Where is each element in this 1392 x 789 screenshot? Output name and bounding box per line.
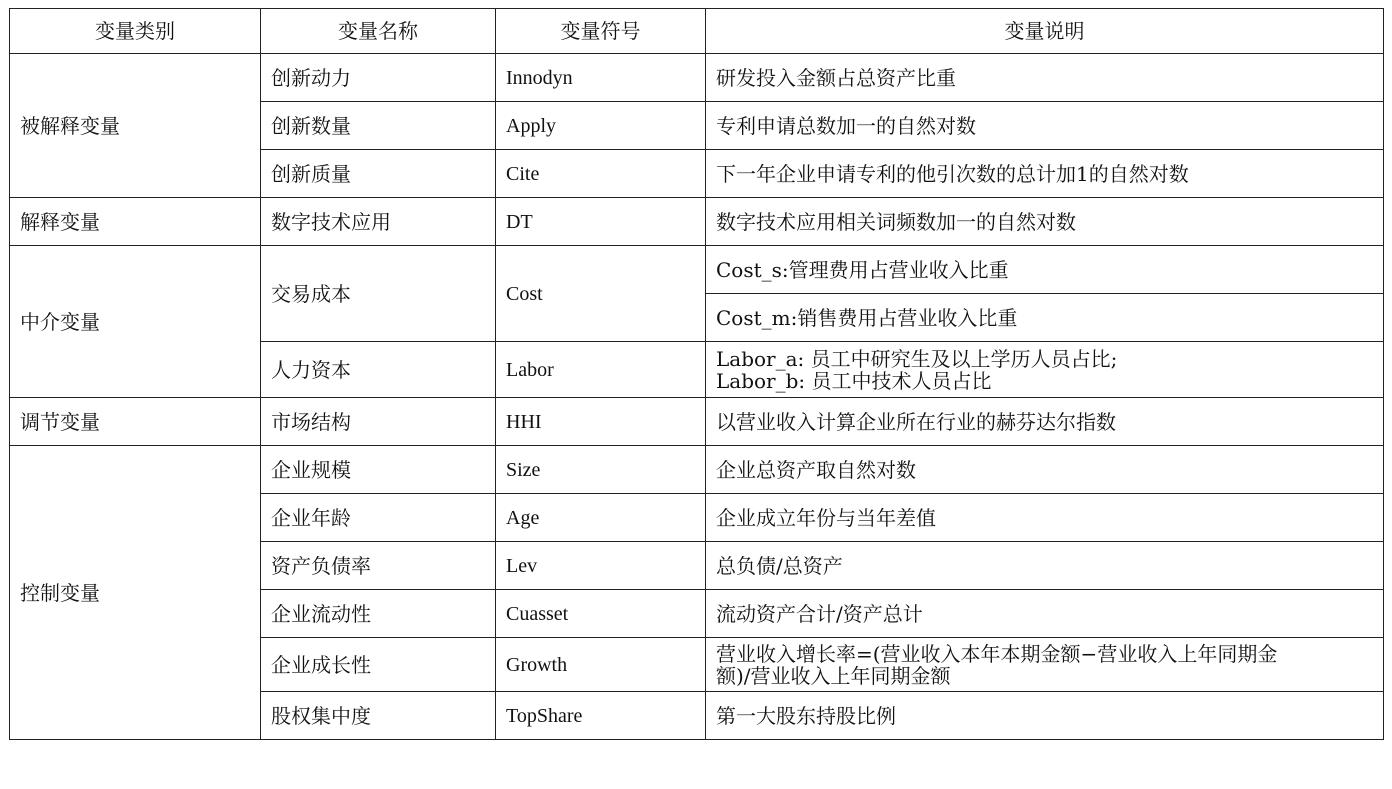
var-desc: 下一年企业申请专利的他引次数的总计加1的自然对数 <box>706 150 1384 198</box>
var-desc: 第一大股东持股比例 <box>706 692 1384 740</box>
var-symbol: Cite <box>496 150 706 198</box>
var-name: 交易成本 <box>261 246 496 342</box>
var-symbol: DT <box>496 198 706 246</box>
category-explained: 被解释变量 <box>10 54 261 198</box>
var-desc: 以营业收入计算企业所在行业的赫芬达尔指数 <box>706 398 1384 446</box>
var-desc-line-2: Labor_b: 员工中技术人员占比 <box>716 368 992 393</box>
var-desc-line-2: 额)/营业收入上年同期金额 <box>716 663 951 688</box>
var-symbol: Age <box>496 494 706 542</box>
header-name: 变量名称 <box>261 9 496 54</box>
var-desc: 流动资产合计/资产总计 <box>706 590 1384 638</box>
var-desc-line-1: 营业收入增长率=(营业收入本年本期金额−营业收入上年同期金 <box>716 641 1278 666</box>
category-explanatory: 解释变量 <box>10 198 261 246</box>
var-name: 企业规模 <box>261 446 496 494</box>
header-description: 变量说明 <box>706 9 1384 54</box>
table-row <box>10 198 1384 246</box>
var-name: 创新质量 <box>261 150 496 198</box>
table-row <box>10 446 1384 494</box>
var-name: 资产负债率 <box>261 542 496 590</box>
var-desc: 企业成立年份与当年差值 <box>706 494 1384 542</box>
var-name: 股权集中度 <box>261 692 496 740</box>
var-name: 人力资本 <box>261 342 496 398</box>
category-moderating: 调节变量 <box>10 398 261 446</box>
header-symbol: 变量符号 <box>496 9 706 54</box>
table-row <box>10 398 1384 446</box>
var-symbol: HHI <box>496 398 706 446</box>
var-symbol: Growth <box>496 638 706 692</box>
var-symbol: Labor <box>496 342 706 398</box>
var-symbol: Apply <box>496 102 706 150</box>
var-symbol: Size <box>496 446 706 494</box>
var-desc: 总负债/总资产 <box>706 542 1384 590</box>
var-name: 企业流动性 <box>261 590 496 638</box>
variable-definition-table <box>9 8 1384 740</box>
table-row <box>10 246 1384 294</box>
var-desc: 研发投入金额占总资产比重 <box>706 54 1384 102</box>
var-symbol: Innodyn <box>496 54 706 102</box>
var-name: 市场结构 <box>261 398 496 446</box>
var-symbol: Lev <box>496 542 706 590</box>
table-row <box>10 54 1384 102</box>
var-desc-secondary: Cost_m:销售费用占营业收入比重 <box>706 294 1384 342</box>
var-desc-line-1: Labor_a: 员工中研究生及以上学历人员占比; <box>716 346 1118 371</box>
var-symbol: Cost <box>496 246 706 342</box>
var-symbol: Cuasset <box>496 590 706 638</box>
var-desc: 专利申请总数加一的自然对数 <box>706 102 1384 150</box>
var-desc: 数字技术应用相关词频数加一的自然对数 <box>706 198 1384 246</box>
var-name: 企业成长性 <box>261 638 496 692</box>
var-desc <box>706 638 1384 692</box>
var-name: 创新数量 <box>261 102 496 150</box>
var-symbol: TopShare <box>496 692 706 740</box>
header-category: 变量类别 <box>10 9 261 54</box>
var-desc <box>706 342 1384 398</box>
var-name: 企业年龄 <box>261 494 496 542</box>
var-name: 创新动力 <box>261 54 496 102</box>
header-row <box>10 9 1384 54</box>
category-mediating: 中介变量 <box>10 246 261 398</box>
var-name: 数字技术应用 <box>261 198 496 246</box>
var-desc: Cost_s:管理费用占营业收入比重 <box>706 246 1384 294</box>
category-control: 控制变量 <box>10 446 261 740</box>
var-desc: 企业总资产取自然对数 <box>706 446 1384 494</box>
